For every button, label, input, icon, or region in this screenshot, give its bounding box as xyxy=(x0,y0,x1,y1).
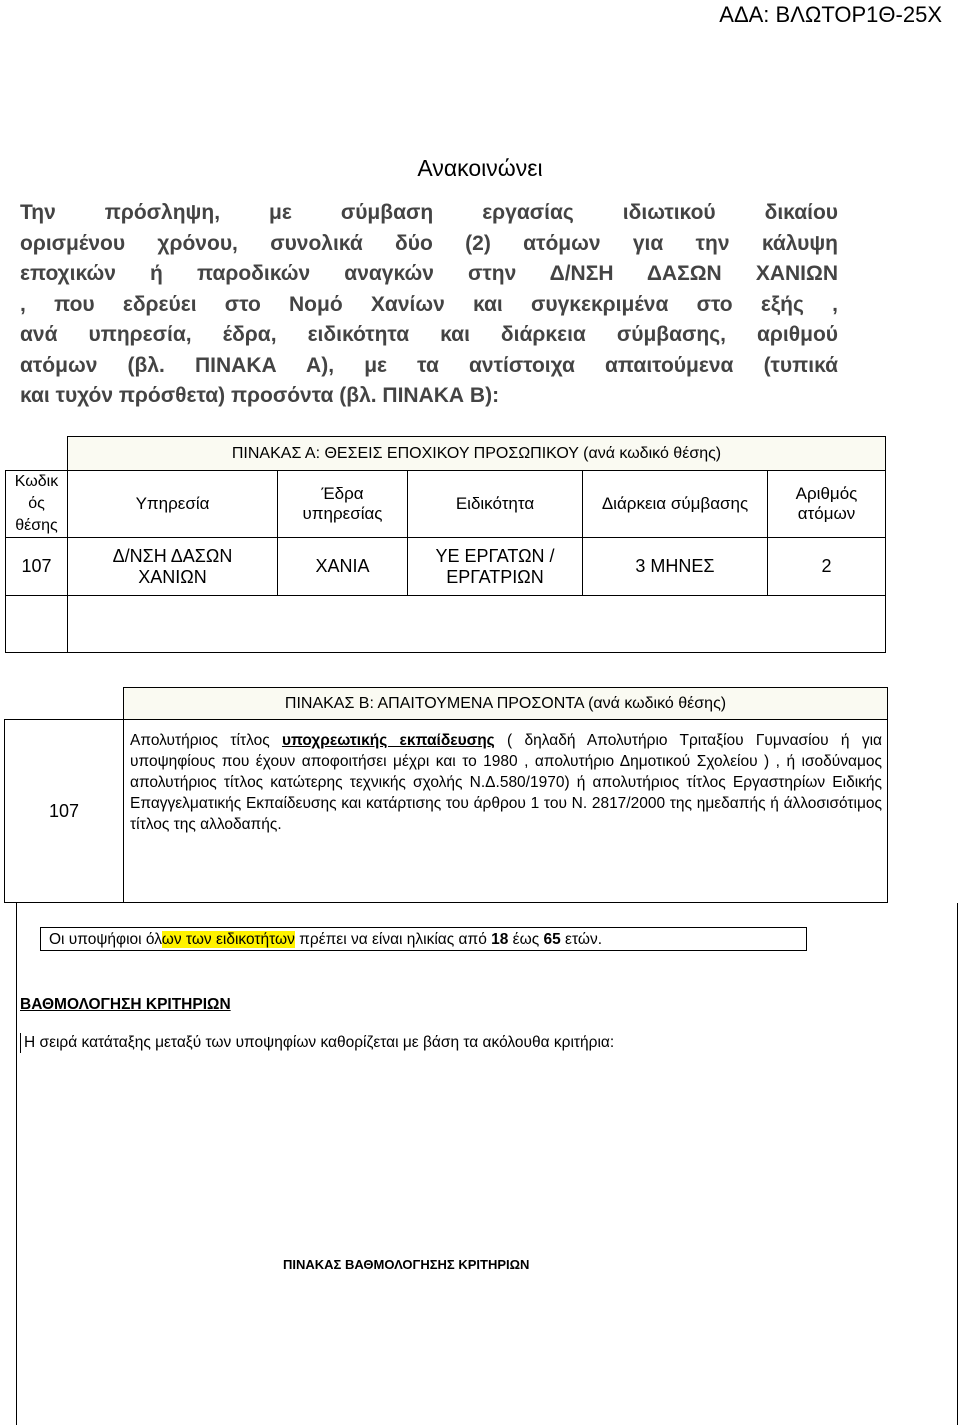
intro-line: ανά υπηρεσία, έδρα, ειδικότητα και διάρκεια σύμβασης, αριθμού xyxy=(20,323,838,346)
cell-duration: 3 ΜΗΝΕΣ xyxy=(583,538,768,596)
cell-code: 107 xyxy=(6,538,68,596)
table-row xyxy=(6,538,886,596)
criteria-table-title: ΠΙΝΑΚΑΣ ΒΑΘΜΟΛΟΓΗΣΗΣ ΚΡΙΤΗΡΙΩΝ xyxy=(283,1257,530,1272)
age-requirement-note: Οι υποψήφιοι όλων των ειδικοτήτων πρέπει να είναι ηλικίας από 18 έως 65 ετών. xyxy=(40,927,807,951)
frame-border-right xyxy=(957,903,958,1425)
header-duration: Διάρκεια σύμβασης xyxy=(583,471,768,538)
header-service: Υπηρεσία xyxy=(68,471,278,538)
header-count: Αριθμός ατόμων xyxy=(768,471,886,538)
cell-count: 2 xyxy=(768,538,886,596)
highlighted-text: ων των ειδικοτήτων xyxy=(161,931,295,948)
empty-cell xyxy=(68,596,886,653)
table-corner-blank xyxy=(6,437,68,471)
table-corner-blank xyxy=(5,688,124,720)
requirements-text: Απολυτήριος τίτλος υποχρεωτικής εκπαίδευσης ( δηλαδή Απολυτήριο Τριταξίου Γυμνασίου ή για υποψηφίους που έχουν αποφοιτήσει μέχρι και το 1980 , απολυτήριο Δημοτικού Σχολείου ) , ή ισοδύναμος απολυτήριος τίτλος κατώτερης τεχνικής σχολής Ν.Δ.580/1970) ή απολυτήριος τίτλος Εργαστηρίων Ειδικής Επαγγελματικής Εκπαίδευσης και κατάρτισης του άρθρου 1 του Ν. 2817/2000 της ημεδαπής ή άλλοσισότιμος τίτλος της αλλοδαπής. xyxy=(124,720,888,903)
empty-cell xyxy=(6,596,68,653)
table-row xyxy=(5,720,888,903)
requirements-table xyxy=(4,687,888,903)
page-heading: Ανακοινώνει xyxy=(417,155,543,181)
intro-line: , που εδρεύει στο Νομό Χανίων και συγκεκριμένα στο εξής , xyxy=(20,292,838,316)
header-code: Κωδικ ός θέσης xyxy=(6,471,68,538)
intro-line: και τυχόν πρόσθετα) προσόντα (βλ. ΠΙΝΑΚΑ Β): xyxy=(20,384,500,407)
cell-code: 107 xyxy=(5,720,124,903)
ada-code: ΑΔΑ: ΒΛΩΤΟΡ1Θ-25Χ xyxy=(719,2,942,27)
intro-line: ατόμων (βλ. ΠΙΝΑΚΑ Α), με τα αντίστοιχα απαιτούμενα (τυπικά xyxy=(20,353,838,377)
header-specialty: Ειδικότητα xyxy=(408,471,583,538)
intro-paragraph xyxy=(20,198,838,412)
header-seat: Έδρα υπηρεσίας xyxy=(278,471,408,538)
positions-table-title: ΠΙΝΑΚΑΣ Α: ΘΕΣΕΙΣ ΕΠΟΧΙΚΟΥ ΠΡΟΣΩΠΙΚΟΥ (ανά κωδικό θέσης) xyxy=(68,437,886,471)
table-row-empty xyxy=(6,596,886,653)
intro-line: Την πρόσληψη, με σύμβαση εργασίας ιδιωτικού δικαίου xyxy=(20,201,838,224)
intro-line: εποχικών ή παροδικών αναγκών στην Δ/ΝΣΗ ΔΑΣΩΝ ΧΑΝΙΩΝ xyxy=(20,262,838,285)
requirements-table-title: ΠΙΝΑΚΑΣ Β: ΑΠΑΙΤΟΥΜΕΝΑ ΠΡΟΣΟΝΤΑ (ανά κωδικό θέσης) xyxy=(124,688,888,720)
frame-border-left xyxy=(16,903,17,1425)
cell-specialty: ΥΕ ΕΡΓΑΤΩΝ / ΕΡΓΑΤΡΙΩΝ xyxy=(408,538,583,596)
intro-line: ορισμένου χρόνου, συνολικά δύο (2) ατόμων για την κάλυψη xyxy=(20,231,838,255)
cell-seat: ΧΑΝΙΑ xyxy=(278,538,408,596)
criteria-title: ΒΑΘΜΟΛΟΓΗΣΗ ΚΡΙΤΗΡΙΩΝ xyxy=(20,996,231,1013)
criteria-text: Η σειρά κατάταξης μεταξύ των υποψηφίων καθορίζεται με βάση τα ακόλουθα κριτήρια: xyxy=(20,1033,784,1053)
cell-service: Δ/ΝΣΗ ΔΑΣΩΝ ΧΑΝΙΩΝ xyxy=(68,538,278,596)
positions-table xyxy=(5,436,886,653)
